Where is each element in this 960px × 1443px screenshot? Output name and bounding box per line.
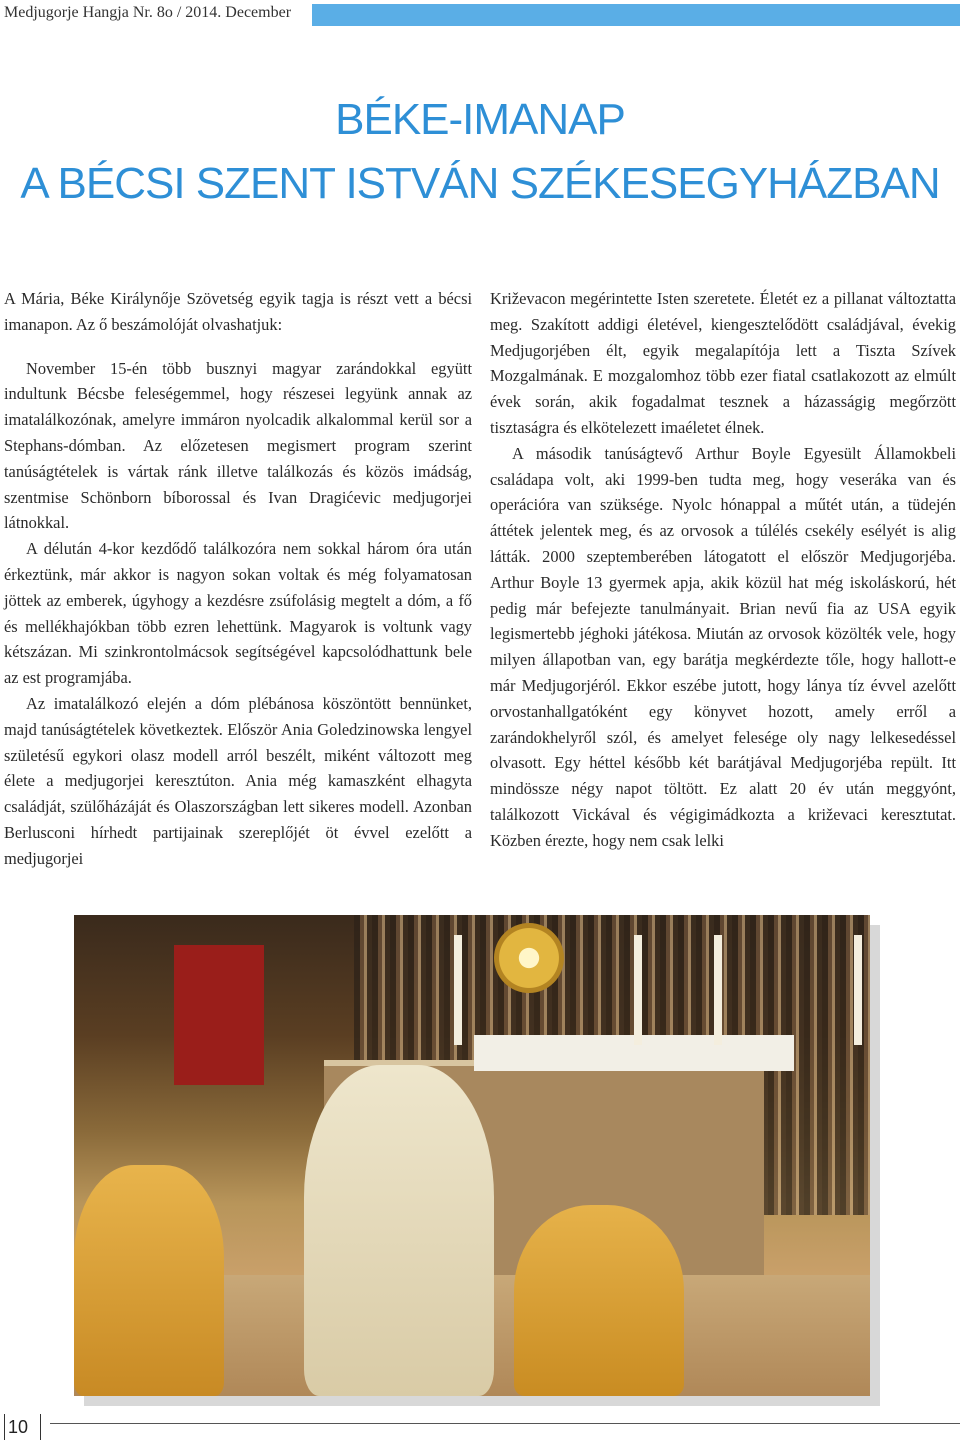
body-paragraph: Az imatalálkozó elején a dóm plébánosa köszöntött bennünket, majd tanúságtételek következtek. Először Ania Goledzinowska lengyel születésű egykori olasz modell arról beszélt, miként változott meg élete a medjugorjei keresztúton. Ania még kamaszként elhagyta családját, szülőházáját és Olaszországban lett sikeres modell. Azonban Berlusconi hírhedt partijainak szereplőjét öt évvel ezelőtt a medjugorjei [4,693,472,868]
photo-candle [454,935,462,1045]
body-paragraph: November 15-én több busznyi magyar zarándokkal együtt indultunk Bécsbe feleségemmel, hogy részesei legyünk annak az imatalálkozónak, amelyre immáron nyolcadik alkalommal kerül sor a Stephans-dómban. Az előzetesen megismert program szerint tanúságtételek is vártak ránk illetve találkozás és közös imádság, szentmise Schönborn bíborossal és Ivan Dragićevic medjugorjei látnokkal. [4,358,472,533]
page-number: 10 [8,1417,29,1437]
photo-monstrance [494,923,564,993]
article-title [0,92,960,212]
running-title: Medjugorje Hangja Nr. 8o / 2014. December [4,4,292,21]
body-paragraph: Križevacon megérintette Isten szeretete. Életét ez a pillanat változtatta meg. Szakított addigi életével, kiengesztelődött családjával, évekig Medjugorjében élt, egyik megalapítója lett a Tiszta Szívek Mozgalmának. E mozgalomhoz több ezer fiatal csatlakozott az elmúlt évek során, akik fogadalmat tesznek a házasságig megőrzött tisztaságra és elkötelezett imaéletet élnek. [490,289,956,437]
photo-priest-gold-vestment [514,1205,684,1396]
footer-rule [50,1423,960,1424]
photo-priest-white-vestment [304,1065,494,1396]
header-accent-bar [312,4,960,26]
photo-candle [714,935,722,1045]
photo-priest-gold-vestment-left [74,1165,224,1396]
photo-shadow-right [870,925,880,1406]
intro-paragraph: A Mária, Béke Királynője Szövetség egyik tagja is részt vett a bécsi imanapon. Az ő beszámolóját olvashatjuk: [4,289,472,334]
footer-divider-left [4,1414,5,1440]
photo-candle [634,935,642,1045]
article-column-left [4,286,472,872]
running-header [0,0,960,30]
photo-candle [854,935,862,1045]
body-paragraph: A délután 4-kor kezdődő találkozóra nem sokkal három óra után érkeztünk, már akkor is nagyon sokan voltak és még folyamatosan jöttek az emberek, úgyhogy a kezdésre zsúfolásig megtelt a dóm, a fő és mellékhajókban több ezren lehettünk. Magyarok is voltunk vagy kétszázan. Mi szinkrontolmácsok segítségével kapcsolódhattunk bele az est programjába. [4,539,472,688]
article-title-line-2: A BÉCSI SZENT ISTVÁN SZÉKESEGYHÁZBAN [20,159,940,208]
footer-divider-right [40,1414,41,1440]
photo-shadow-bottom [84,1396,880,1406]
body-paragraph: A második tanúságtevő Arthur Boyle Egyesült Államokbeli családapa volt, aki 1999-ben tudta meg, hogy veseráka van és operációra van szüksége. Nyolc hónappal a műtét után, a tüdején áttétek jelentek meg, és az orvosok a túlélés csekély esélyét is alig látták. 2000 szeptemberében látogatott el először Medjugorjéba. Arthur Boyle 13 gyermek apja, akik közül hat még iskoláskorú, hét pedig már befejezte tanulmányait. Brian nevű fia az USA egyik legismertebb jéghoki játékosa. Miután az orvosok közölték vele, hogy milyen állapotban van, egy barátja megkérdezte tőle, hogy hallott-e már Medjugorjéról. Ekkor eszébe jutott, hogy lánya tíz évvel azelőtt orvostanhallgatóként egy könyvet hozott, amely erről a zarándokhelyről szól, és amelyet felesége oly nagy lelkesedéssel olvasott. Egy héttel később két barátjával Medjugorjéba repült. Itt mindössze négy napot töltött. Ez alatt 20 év után meggyónt, találkozott Vickával és végigimádkozta a križevaci keresztutat. Közben érezte, hogy nem csak lelki [490,443,956,850]
article-column-right [490,286,956,854]
photo-red-chair [174,945,264,1085]
article-title-line-1: BÉKE-IMANAP [335,95,625,144]
cathedral-mass-photo [74,915,870,1396]
